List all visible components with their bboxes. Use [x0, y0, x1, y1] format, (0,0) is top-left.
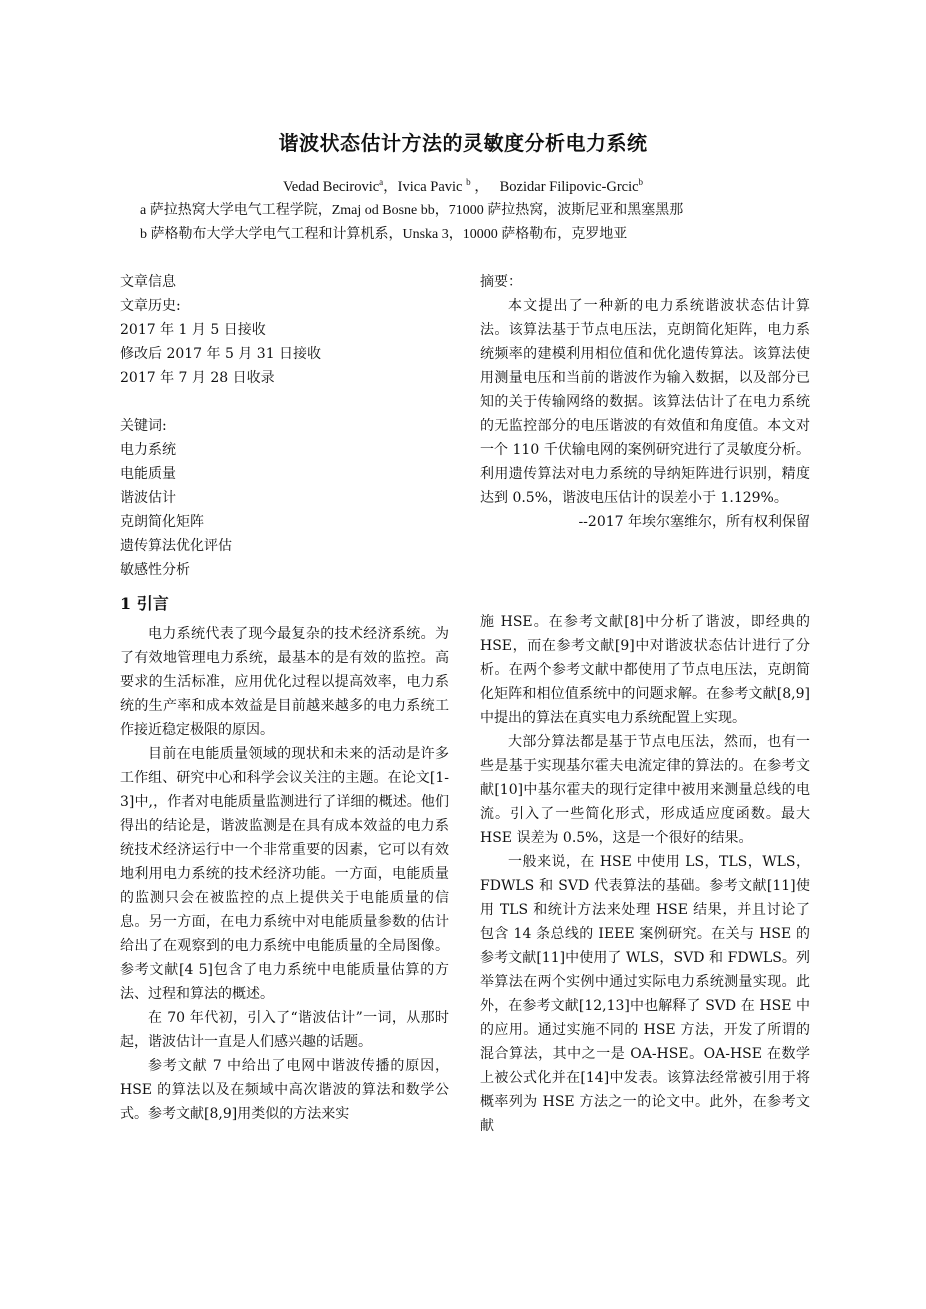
copyright-notice: --2017 年埃尔塞维尔，所有权利保留 — [578, 514, 810, 530]
body-paragraph: 大部分算法都是基于节点电压法，然而，也有一些是基于实现基尔霍夫电流定律的算法的。在参考文献[10]中基尔霍夫的现行定律中被用来测量总线的电流。引入了一些简化形式，形成适应度函数。最大 HSE 误差为 0.5%，这是一个很好的结果。 — [480, 734, 810, 846]
author-list — [0, 175, 926, 196]
accepted-date: 2017 年 7 月 28 日收录 — [120, 370, 275, 386]
body-left-column — [120, 622, 449, 1126]
author-name: Vedad Becirovic — [282, 179, 380, 195]
keyword-item: 克朗简化矩阵 — [120, 514, 204, 530]
affiliation-b: b 萨格勒布大学大学电气工程和计算机系，Unska 3，10000 萨格勒布，克罗地亚 — [140, 227, 628, 242]
body-paragraph: 目前在电能质量领域的现状和未来的活动是许多工作组、研究中心和科学会议关注的主题。在论文[1-3]中,，作者对电能质量监测进行了详细的概述。他们得出的结论是，谐波监测是在具有成本效益的电力系统技术经济运行中一个非常重要的因素，它可以有效地利用电力系统的技术经济功能。一方面，电能质量的监测只会在被监控的点上提供关于电能质量的信息。另一方面，在电力系统中对电能质量参数的估计给出了在观察到的电力系统中电能质量的全局图像。参考文献[4 5]包含了电力系统中电能质量估算的方法、过程和算法的概述。 — [120, 746, 449, 1002]
body-paragraph: 一般来说，在 HSE 中使用 LS，TLS，WLS，FDWLS 和 SVD 代表算法的基础。参考文献[11]使用 TLS 和统计方法来处理 HSE 结果，并且讨论了包含 14 条总线的 IEEE 案例研究。在关与 HSE 的参考文献[11]中使用了 WLS，SVD 和 FDWLS。列举算法在两个实例中通过实际电力系统测量实现。此外，在参考文献[12,13]中也解释了 SVD 在 HSE 中的应用。通过实施不同的 HSE 方法，开发了所谓的混合算法，其中之一是 OA-HSE。OA-HSE 在数学上被公式化并在[14]中发表。该算法经常被引用于将概率列为 HSE 方法之一的论文中。此外，在参考文献 — [480, 854, 810, 1134]
section-heading: 1 引言 — [120, 594, 169, 613]
body-right-column — [480, 610, 810, 1138]
author-name: Ivica Pavic — [397, 179, 467, 195]
body-paragraph: 在 70 年代初，引入了“谐波估计”一词，从那时起，谐波估计一直是人们感兴趣的话题。 — [120, 1010, 449, 1050]
affiliation-a: a 萨拉热窝大学电气工程学院，Zmaj od Bosne bb，71000 萨拉热窝，波斯尼亚和黑塞黑那 — [140, 203, 684, 218]
author-separator: ， — [470, 179, 500, 195]
author-affil-mark: b — [638, 177, 644, 188]
author-affil-mark: a — [379, 177, 384, 188]
author-affil-mark: b — [466, 177, 471, 188]
article-history-label: 文章历史: — [120, 298, 181, 314]
abstract-heading: 摘要： — [480, 274, 522, 290]
keyword-item: 敏感性分析 — [120, 562, 190, 578]
body-paragraph: 电力系统代表了现今最复杂的技术经济系统。为了有效地管理电力系统，最基本的是有效的监控。高要求的生活标准，应用优化过程以提高效率，电力系统的生产率和成本效益是目前越来越多的电力系统工作接近稳定极限的原因。 — [120, 626, 449, 738]
paper-title: 谐波状态估计方法的灵敏度分析电力系统 — [278, 131, 648, 155]
article-info-heading: 文章信息 — [120, 274, 176, 290]
keyword-item: 遗传算法优化评估 — [120, 538, 232, 554]
abstract — [480, 270, 810, 534]
article-info — [120, 270, 450, 582]
keywords-label: 关键词: — [120, 418, 167, 434]
revised-date: 修改后 2017 年 5 月 31 日接收 — [120, 346, 322, 362]
abstract-text: 本文提出了一种新的电力系统谐波状态估计算法。该算法基于节点电压法，克朗简化矩阵，电力系统频率的建模利用相位值和优化遗传算法。该算法使用测量电压和当前的谐波作为输入数据，以及部分已知的关于传输网络的数据。该算法估计了在电力系统的无监控部分的电压谐波的有效值和角度值。本文对一个 110 千伏输电网的案例研究进行了灵敏度分析。利用遗传算法对电力系统的导纳矩阵进行识别，精度达到 0.5%，谐波电压估计的误差小于 1.129%。 — [480, 298, 810, 506]
keyword-item: 电能质量 — [120, 466, 176, 482]
author-separator: ， — [383, 179, 398, 195]
received-date: 2017 年 1 月 5 日接收 — [120, 322, 266, 338]
body-paragraph: 参考文献 7 中给出了电网中谐波传播的原因，HSE 的算法以及在频域中高次谐波的算法和数学公式。参考文献[8,9]用类似的方法来实 — [120, 1058, 449, 1122]
keyword-item: 电力系统 — [120, 442, 176, 458]
keyword-item: 谐波估计 — [120, 490, 176, 506]
body-paragraph: 施 HSE。在参考文献[8]中分析了谐波，即经典的 HSE，而在参考文献[9]中对谐波状态估计进行了分析。在两个参考文献中都使用了节点电压法，克朗简化矩阵和相位值系统中的问题求解。在参考文献[8,9]中提出的算法在真实电力系统配置上实现。 — [480, 614, 810, 726]
author-name: Bozidar Filipovic-Grcic — [499, 179, 639, 195]
